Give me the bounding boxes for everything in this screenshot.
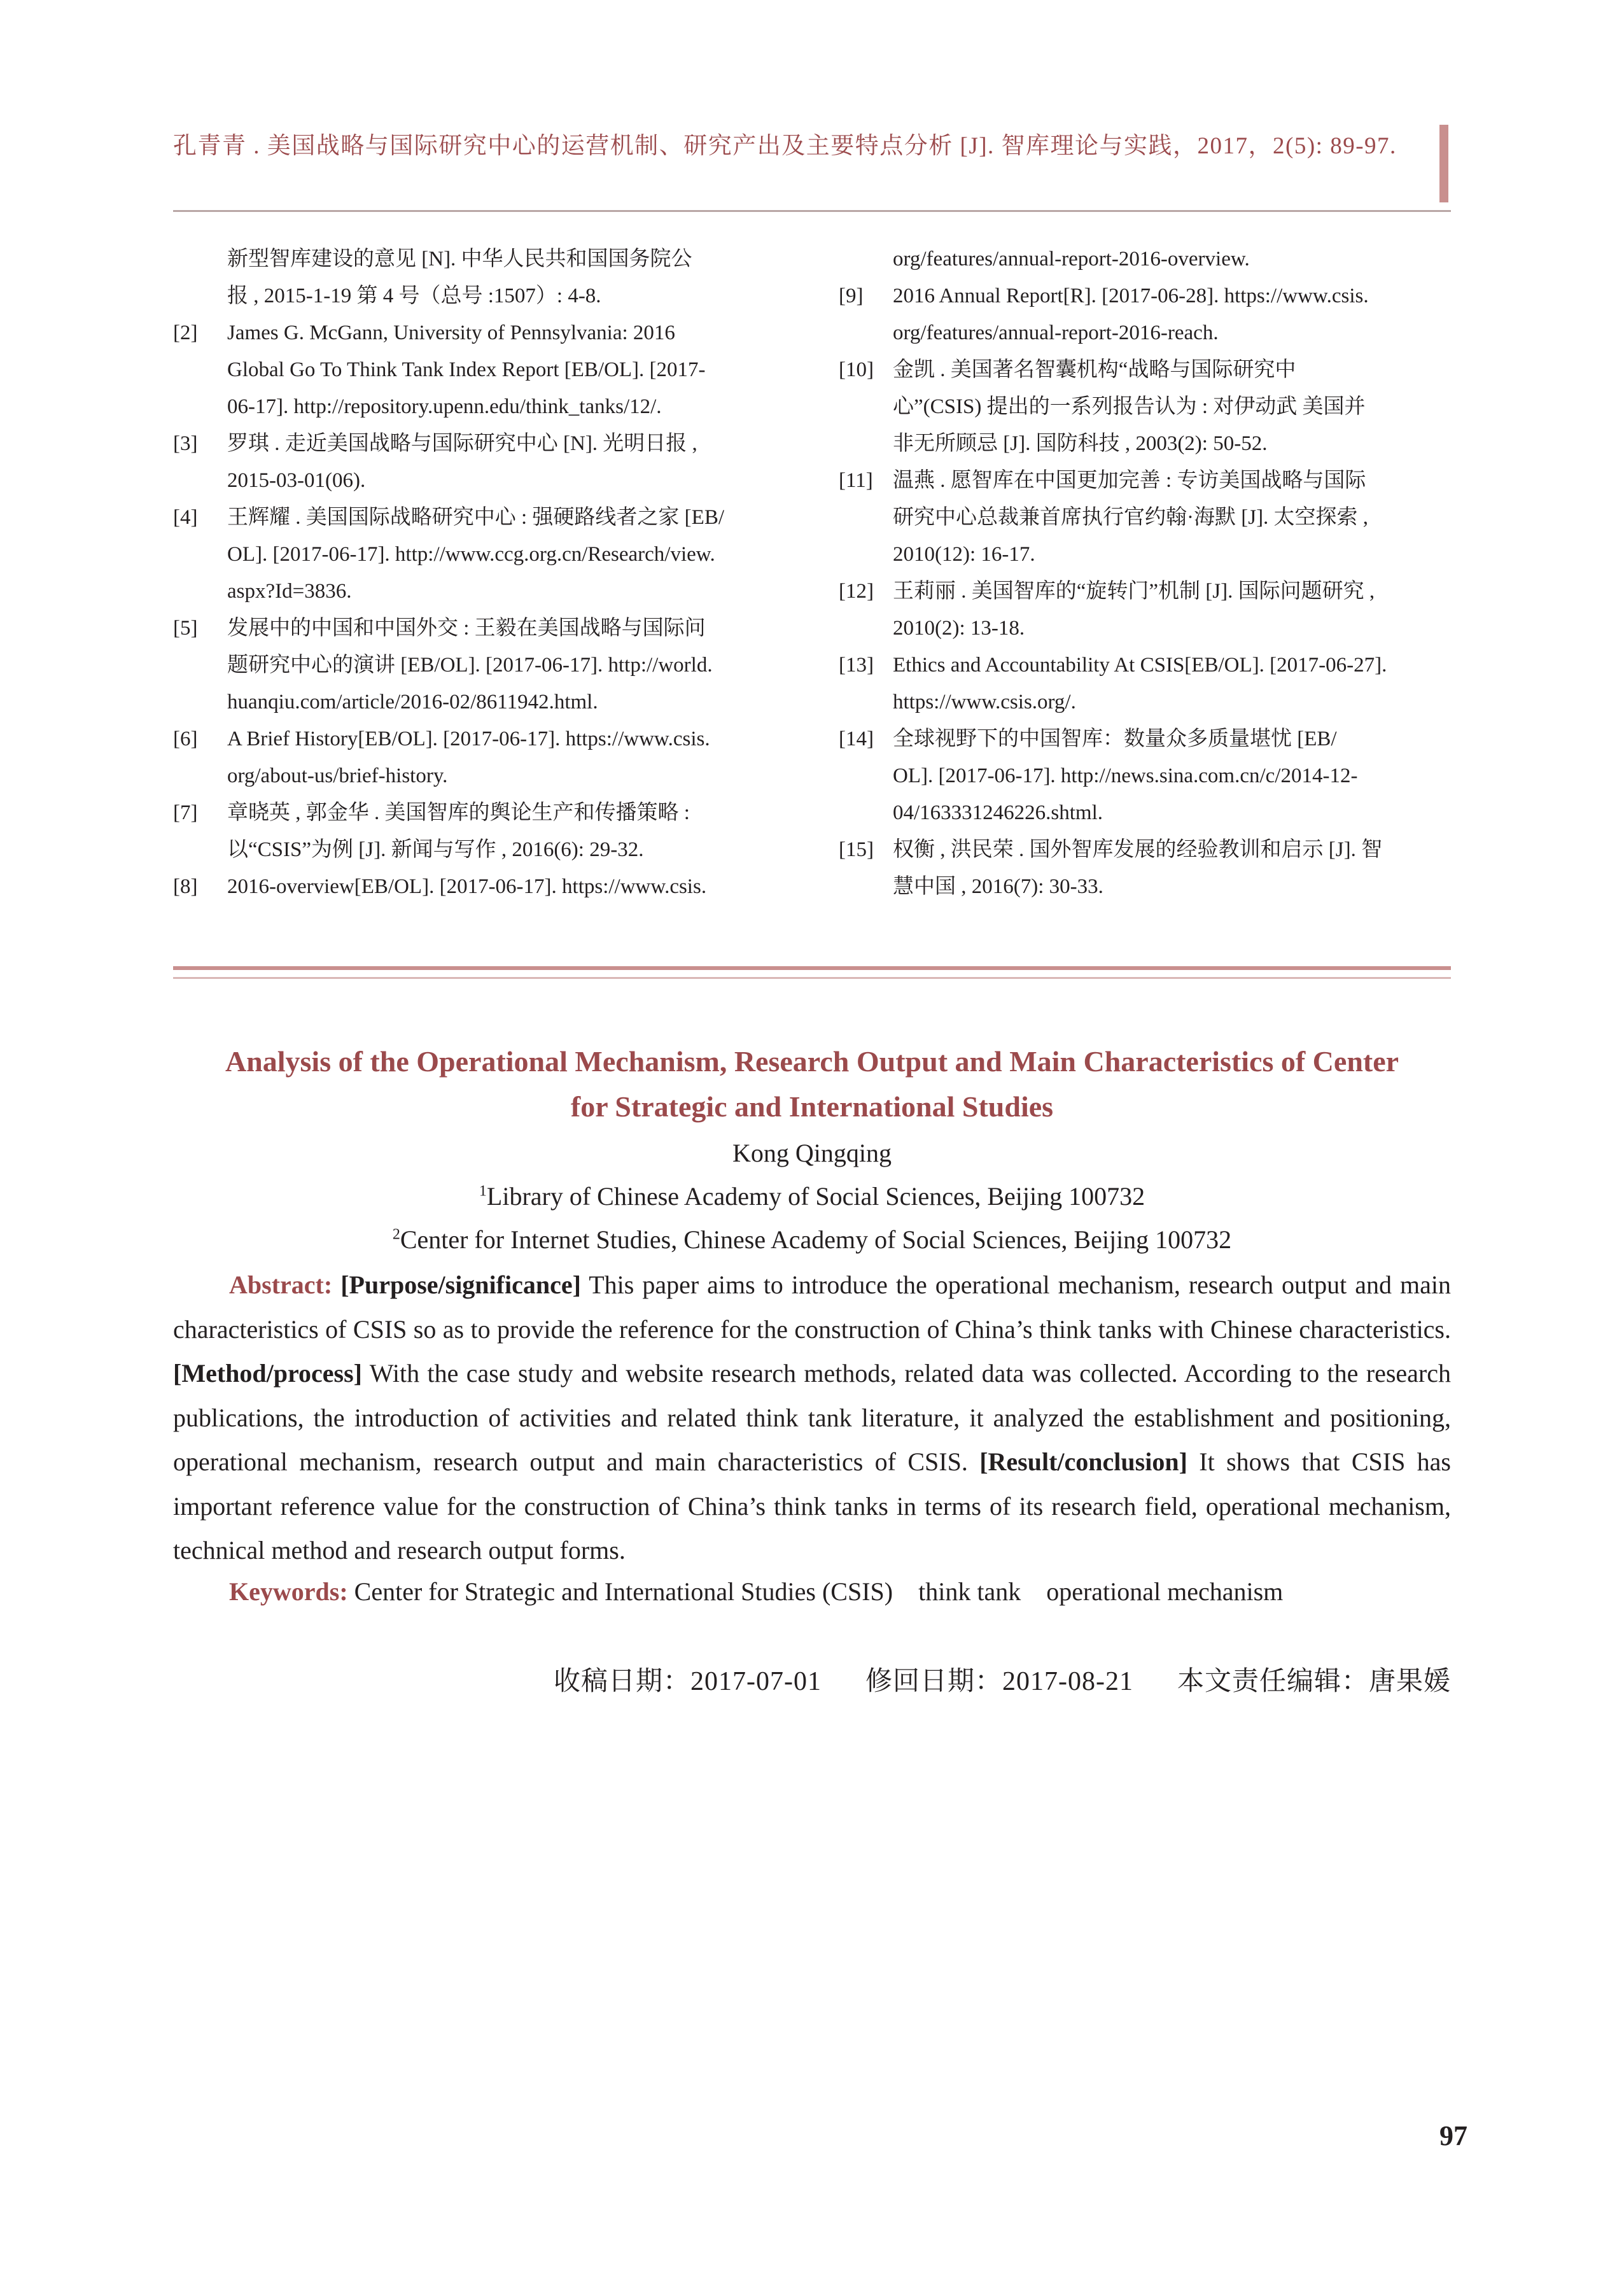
reference-item [173,721,784,794]
reference-line: 温燕 . 愿智库在中国更加完善 : 专访美国战略与国际 [893,469,1366,492]
reference-item [173,425,784,499]
reference-line: 金凯 . 美国著名智囊机构“战略与国际研究中 [893,358,1296,381]
manuscript-dates [554,1663,1451,1701]
purpose-label: [Purpose/significance] [340,1270,581,1299]
reference-item [839,831,1450,905]
reference-text [227,610,784,721]
reference-item [839,278,1450,351]
reference-item [839,647,1450,721]
keywords-label: Keywords: [229,1577,348,1606]
affiliation-text: Center for Internet Studies, Chinese Academy of Social Sciences, Beijing 100732 [400,1225,1232,1254]
reference-number: [14] [839,728,874,750]
reference-text [227,868,784,905]
reference-line: James G. McGann, University of Pennsylvania: 2016 [227,321,675,344]
reference-number: [11] [839,469,873,492]
reference-line: Ethics and Accountability At CSIS[EB/OL]. [2017-06-27]. [893,654,1387,677]
reference-line: 全球视野下的中国智库：数量众多质量堪忧 [EB/ [893,728,1337,750]
reference-line: 权衡 , 洪民荣 . 国外智库发展的经验教训和启示 [J]. 智 [893,838,1383,861]
reference-text [893,573,1450,647]
reference-line: A Brief History[EB/OL]. [2017-06-17]. https://www.csis. [227,728,710,750]
reference-number: [4] [173,506,198,529]
header-accent-bar [1439,125,1448,202]
section-divider-thin [173,977,1451,979]
keyword: Center for Strategic and International Studies (CSIS) [354,1577,893,1606]
reference-line: Global Go To Think Tank Index Report [EB/OL]. [2017- [227,358,706,381]
reference-number: [15] [839,838,874,861]
reference-line: 发展中的中国和中国外交 : 王毅在美国战略与国际问 [227,617,706,640]
responsible-editor: 本文责任编辑：唐果媛 [1177,1667,1451,1696]
reference-line: 研究中心总裁兼首席执行官约翰·海默 [J]. 太空探索 , [893,506,1369,529]
reference-text [893,831,1450,905]
affiliation-marker: 1 [479,1183,487,1200]
affiliation-2 [173,1221,1451,1259]
references-right-column [839,241,1450,905]
purpose-text: This paper aims to introduce the operational mechanism, research output and main characteristics of CSIS so as to provide the reference for the construction of China’s think tanks with Chinese characteristics. [173,1270,1452,1344]
abstract-label: Abstract: [229,1270,333,1299]
result-label: [Result/conclusion] [979,1447,1187,1476]
reference-item [173,868,784,905]
references-left-column [173,241,784,905]
reference-line: 心”(CSIS) 提出的一系列报告认为 : 对伊动武 美国并 [893,395,1366,418]
result-text: It shows that CSIS has important reference value for the construction of China’s think tanks in terms of its research field, operational mechanism, technical method and research output forms. [173,1447,1452,1564]
reference-line: OL]. [2017-06-17]. http://www.ccg.org.cn/Research/view. [227,543,715,566]
reference-text [227,425,784,499]
reference-line: huanqiu.com/article/2016-02/8611942.html. [227,691,598,714]
page-number: 97 [1439,2120,1467,2151]
reference-text [893,721,1450,831]
reference-number: [7] [173,801,198,824]
reference-line: aspx?Id=3836. [227,580,352,603]
received-date: 收稿日期：2017-07-01 [554,1667,822,1696]
reference-line: 以“CSIS”为例 [J]. 新闻与写作 , 2016(6): 29-32. [227,838,644,861]
reference-line: 2016-overview[EB/OL]. [2017-06-17]. https://www.csis. [227,875,707,898]
abstract-paragraph [173,1263,1451,1573]
reference-item [173,610,784,721]
header-divider [173,210,1451,212]
revised-date: 修回日期：2017-08-21 [865,1667,1133,1696]
reference-number: [6] [173,728,198,750]
reference-line: org/about-us/brief-history. [227,764,448,787]
english-title-line: for Strategic and International Studies [570,1090,1054,1123]
method-label: [Method/process] [173,1359,362,1388]
affiliation-1 [173,1178,1451,1216]
reference-item [173,794,784,868]
reference-number: [9] [839,285,864,307]
reference-line: org/features/annual-report-2016-reach. [893,321,1219,344]
reference-number: [12] [839,580,874,603]
reference-number: [5] [173,617,198,640]
reference-line: 罗琪 . 走近美国战略与国际研究中心 [N]. 光明日报 , [227,432,697,455]
reference-text [227,314,784,425]
reference-number: [8] [173,875,198,898]
reference-line: 04/163331246226.shtml. [893,801,1103,824]
reference-line: 章晓英 , 郭金华 . 美国智库的舆论生产和传播策略 : [227,801,690,824]
reference-line: 2010(12): 16-17. [893,543,1035,566]
english-title-line: Analysis of the Operational Mechanism, Research Output and Main Characteristics of Center [225,1045,1399,1078]
reference-text [227,794,784,868]
reference-item [173,499,784,610]
reference-line: 王莉丽 . 美国智库的“旋转门”机制 [J]. 国际问题研究 , [893,580,1375,603]
reference-continuation-line: 新型智库建设的意见 [N]. 中华人民共和国国务院公 [227,248,692,271]
running-header-citation: 孔青青 . 美国战略与国际研究中心的运营机制、研究产出及主要特点分析 [J]. 智库理论与实践，2017，2(5): 89-97. [173,133,1397,159]
reference-text [893,462,1450,573]
reference-text [227,721,784,794]
reference-item [173,314,784,425]
reference-text [893,278,1450,351]
reference-line: 慧中国 , 2016(7): 30-33. [893,875,1103,898]
reference-text [893,647,1450,721]
reference-line: 2010(2): 13-18. [893,617,1025,640]
reference-continuation-line: 报 , 2015-1-19 第 4 号（总号 :1507）: 4-8. [227,285,601,307]
reference-line: 06-17]. http://repository.upenn.edu/think_tanks/12/. [227,395,662,418]
english-title [173,1039,1451,1129]
reference-line: 2015-03-01(06). [227,469,366,492]
reference-line: https://www.csis.org/. [893,691,1076,714]
reference-number: [2] [173,321,198,344]
reference-continuation-line: org/features/annual-report-2016-overview. [893,248,1250,271]
reference-item [839,721,1450,831]
section-divider-thick [173,966,1451,970]
reference-item [839,462,1450,573]
keywords-line [229,1573,1283,1611]
keyword: operational mechanism [1046,1577,1284,1606]
reference-number: [13] [839,654,874,677]
affiliation-text: Library of Chinese Academy of Social Sciences, Beijing 100732 [486,1182,1145,1211]
reference-line: OL]. [2017-06-17]. http://news.sina.com.cn/c/2014-12- [893,764,1358,787]
reference-text [893,351,1450,462]
reference-item [839,351,1450,462]
reference-number: [3] [173,432,198,455]
author-name: Kong Qingqing [732,1139,892,1167]
reference-line: 题研究中心的演讲 [EB/OL]. [2017-06-17]. http://world. [227,654,713,677]
reference-line: 王辉耀 . 美国国际战略研究中心 : 强硬路线者之家 [EB/ [227,506,724,529]
keyword: think tank [918,1577,1021,1606]
reference-item [839,573,1450,647]
affiliation-marker: 2 [392,1226,400,1243]
reference-text [227,499,784,610]
reference-number: [10] [839,358,874,381]
method-text: With the case study and website research methods, related data was collected. According to the research publications, the introduction of activities and related think tank literature, it analyzed the establishment and positioning, operational mechanism, research output and main characteristics of CSIS. [173,1359,1452,1476]
reference-line: 非无所顾忌 [J]. 国防科技 , 2003(2): 50-52. [893,432,1268,455]
reference-line: 2016 Annual Report[R]. [2017-06-28]. https://www.csis. [893,285,1369,307]
